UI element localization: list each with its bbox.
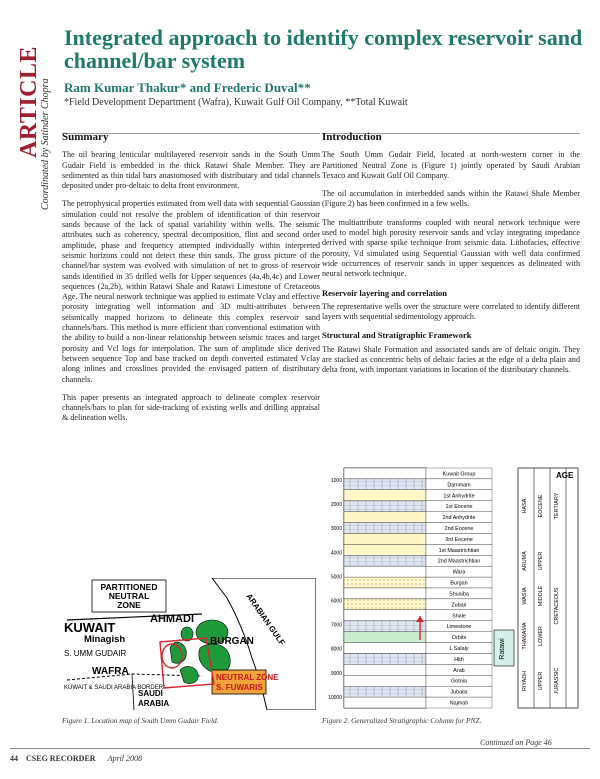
ratawi-label: Ratawi [499,638,506,660]
depth-tick-label: 2000 [330,502,342,509]
map-label-arabia: ARABIA [138,699,170,708]
system-label: JURASSIC [554,667,560,695]
lithology-band [344,643,426,654]
epoch-label: LOWER [538,626,544,646]
formation-label: 1st Eocene [445,504,473,511]
depth-tick-label: 9000 [330,670,342,677]
formation-label: Shuaiba [449,591,469,598]
intro-paragraph: The oil accumulation in interbedded sands within the Ratawi Shale Member (Figure 2) has been confirmed in a few wells. [322,189,580,209]
lithology-band [344,653,426,664]
formation-label: Wara [452,569,466,576]
lithology-band [344,512,426,523]
depth-tick-label: 10000 [328,694,342,701]
group-label: RIYADH [522,671,528,691]
formation-label: 1st Anhydrite [443,493,475,500]
lithology-band [344,523,426,534]
formation-label: L Salaly [449,646,469,652]
depth-tick-label: 4000 [330,550,342,557]
location-map [62,578,316,710]
lithology-band [344,577,426,588]
depth-tick-label: 1000 [330,478,342,484]
issue-date: April 2008 [107,754,143,763]
map-label-umm-gudair: S. UMM GUDAIR [64,649,127,658]
page-number: 44 [10,754,18,763]
formation-label: 1st Maastrichtian [438,547,480,554]
formation-label: Zubair [451,602,467,609]
layering-paragraph: The representative wells over the structure were correlated to identify different layers with sequential sedimentology approach. [322,301,580,322]
lithology-band [344,632,426,643]
depth-tick-label: 3000 [330,526,342,533]
epoch-label: UPPER [538,551,544,571]
lithology-band [344,599,426,610]
lithology-band [344,501,426,512]
article-sidebar [10,30,54,210]
lithology-band [344,686,426,697]
depth-tick-label: 7000 [330,622,342,629]
map-label-neutral-zone: NEUTRAL ZONE [216,673,279,682]
group-label: WASIA [522,587,528,605]
group-label: HASA [522,498,528,514]
summary-paragraph: The petrophysical properties estimated from well data with sequential Gaussian simulation could not resolve the problem of identification of thin reservoir sands because of the lack of spatial variability within wells. The seismic attributes such as coherency, spectral decomposition, flint and second order amplitude, phase and frequency attempted individually within interpreted seismic horizons could not detect these thin sands. The gross picture of the channel/bar system was evolved with simulation of net to gross of reservoir sands identified in 35 drilled wells for Upper sequences (4a,4b,4c) and Lower sequences (2a,2b), within Ratawi Shale and Ratawi Limestone of Cretaceous Age. The neural network technique was applied to estimate Vclay and effective porosity integrating well information and 3D multi-attributes between seismically mapped horizons to delineate this complex reservoir sand channels/bars. This method is more efficient than conventional estimation with the ability to build a non-linear relationship between seismic traces and target porosity and Vcl logs for interpolation. The sum of amplitude slice derived between sequence Top and base tracked on depth converted estimated Vclay along inlines and crosslines provided the envisaged pattern of distributary channels. [62,199,320,384]
depth-axis [328,478,342,701]
formation-label: Limestone [446,624,472,631]
formation-label: Kuwait Group [442,471,476,478]
footer-rule [10,748,590,749]
left-column [62,124,320,432]
coordinator-credit: Coordinated by Satinder Chopra [40,78,51,210]
lithology-band [344,533,426,544]
map-label-wafra: WAFRA [92,666,129,677]
umm-gudair-field [170,642,186,663]
introduction-heading: Introduction [322,131,382,143]
lithology-band [344,490,426,501]
formation-label: 2nd Eocene [444,526,474,532]
formation-label: 2nd Anhydrite [442,515,476,522]
formation-label: Gotnia [451,678,467,685]
epoch-label: UPPER [538,671,544,691]
map-label-saudi: SAUDI [138,689,163,698]
formation-label: Najmah [449,700,469,707]
epoch-label: MIDDLE [538,585,544,607]
article-authors: Ram Kumar Thakur* and Frederic Duval** [64,80,311,95]
system-label: CRETACEOUS [554,587,560,625]
map-label-zone: ZONE [117,600,141,610]
lithology-band [344,588,426,599]
formation-label: Jubaila [450,689,468,696]
map-label-s-fuwaris: S. FUWARIS [216,683,263,692]
depth-tick-label: 8000 [330,646,342,653]
stratigraphic-column [322,466,580,712]
formation-labels [426,468,492,708]
summary-heading: Summary [62,131,109,143]
age-heading: AGE [556,471,574,480]
lithology-band [344,566,426,577]
formation-label: Shale [452,613,466,620]
map-label-neutral: NEUTRAL [108,591,150,601]
intro-paragraph: The multiattribute transforms coupled with neural network technique were used to model high porosity reservoir sands and vclay integrating impedance derived with sparse spike technique from seismic data. Lithofacies, effective porosity, Vd simulated using Sequential Gaussian with well data confirmed wide occurrences of reservoir sands in upper sequences as delineated with neural network technique. [322,217,580,279]
article-title: Integrated approach to identify complex reservoir sand channel/bar system [64,25,583,73]
map-label-border: KUWAIT & SAUDI ARABIA BORDER [64,685,164,691]
author-affiliations: *Field Development Department (Wafra), Kuwait Gulf Oil Company, **Total Kuwait [64,97,408,108]
map-label-minagish: Minagish [84,634,126,645]
map-label-burgan: BURGAN [210,636,254,647]
map-label-arabian-gulf: ARABIAN GULF [244,591,287,648]
figure-2-caption: Figure 2. Generalized Stratigraphic Column for PNZ. [322,716,482,725]
epoch-label: EOCENE [538,494,544,518]
map-label-partitioned: PARTITIONED [100,582,158,592]
continued-note: Continued on Page 46 [480,738,552,747]
lithology-band [344,555,426,566]
lithology-band [344,468,426,479]
group-label: THAMAMA [522,622,528,650]
depth-tick-label: 6000 [330,598,342,605]
formation-label: Arab [453,667,465,674]
lithology-bands [344,468,426,708]
depth-tick-label: 5000 [330,574,342,581]
lithology-band [344,675,426,686]
framework-paragraph: The Ratawi Shale Formation and associated sands are of deltaic origin. They are stacked as concentric belts of deltaic facies at the edge of a delta plain and delta front, with important variations in location of the distributary channels. [322,344,580,375]
magazine-name: CSEG RECORDER [26,754,96,763]
page-footer [10,754,142,763]
figure-1-caption: Figure 1. Location map of South Umm Gudair Field. [62,716,219,725]
summary-paragraph: This paper presents an integrated approach to delineate complex reservoir channels/bars to plan for side-tracking of existing wells and drilling appraisal & delineation wells. [62,392,320,423]
lithology-band [344,697,426,708]
lithology-band [344,479,426,490]
right-column [322,124,580,384]
lithology-band [344,610,426,621]
article-label: ARTICLE [16,45,42,158]
group-label: ARUMA [522,551,528,571]
formation-label: 3rd Eocene [445,536,473,543]
map-label-kuwait: KUWAIT [64,620,116,635]
formation-label: Dammam [447,482,471,489]
formation-label: Hith [454,656,464,663]
map-label-ahmadi: AHMADI [150,613,194,625]
system-label: TERTIARY [554,492,560,520]
formation-label: Burgan [450,580,468,587]
formation-label: Orbits [451,635,467,642]
summary-paragraph: The oil bearing lenticular multilayered reservoir sands in the South Umm Gudair Field is embedded in the thick Ratawi Shale Member. They are sedimented as thin tidal bars anastomosed with distributary and tidal channels deposited under pro-deltaic to delta front environment. [62,150,320,191]
lithology-band [344,621,426,632]
lithology-band [344,544,426,555]
lithology-band [344,664,426,675]
formation-label: 2nd Maastrichtian [437,558,481,565]
layering-heading: Reservoir layering and correlation [322,287,448,298]
framework-heading: Structural and Stratigraphic Framework [322,330,472,341]
intro-paragraph: The South Umm Gudair Field, located at north-western corner in the Partitioned Neutral Zone is (Figure 1) jointly operated by Saudi Arabian Texaco and Kuwait Gulf Oil Company. [322,150,580,180]
